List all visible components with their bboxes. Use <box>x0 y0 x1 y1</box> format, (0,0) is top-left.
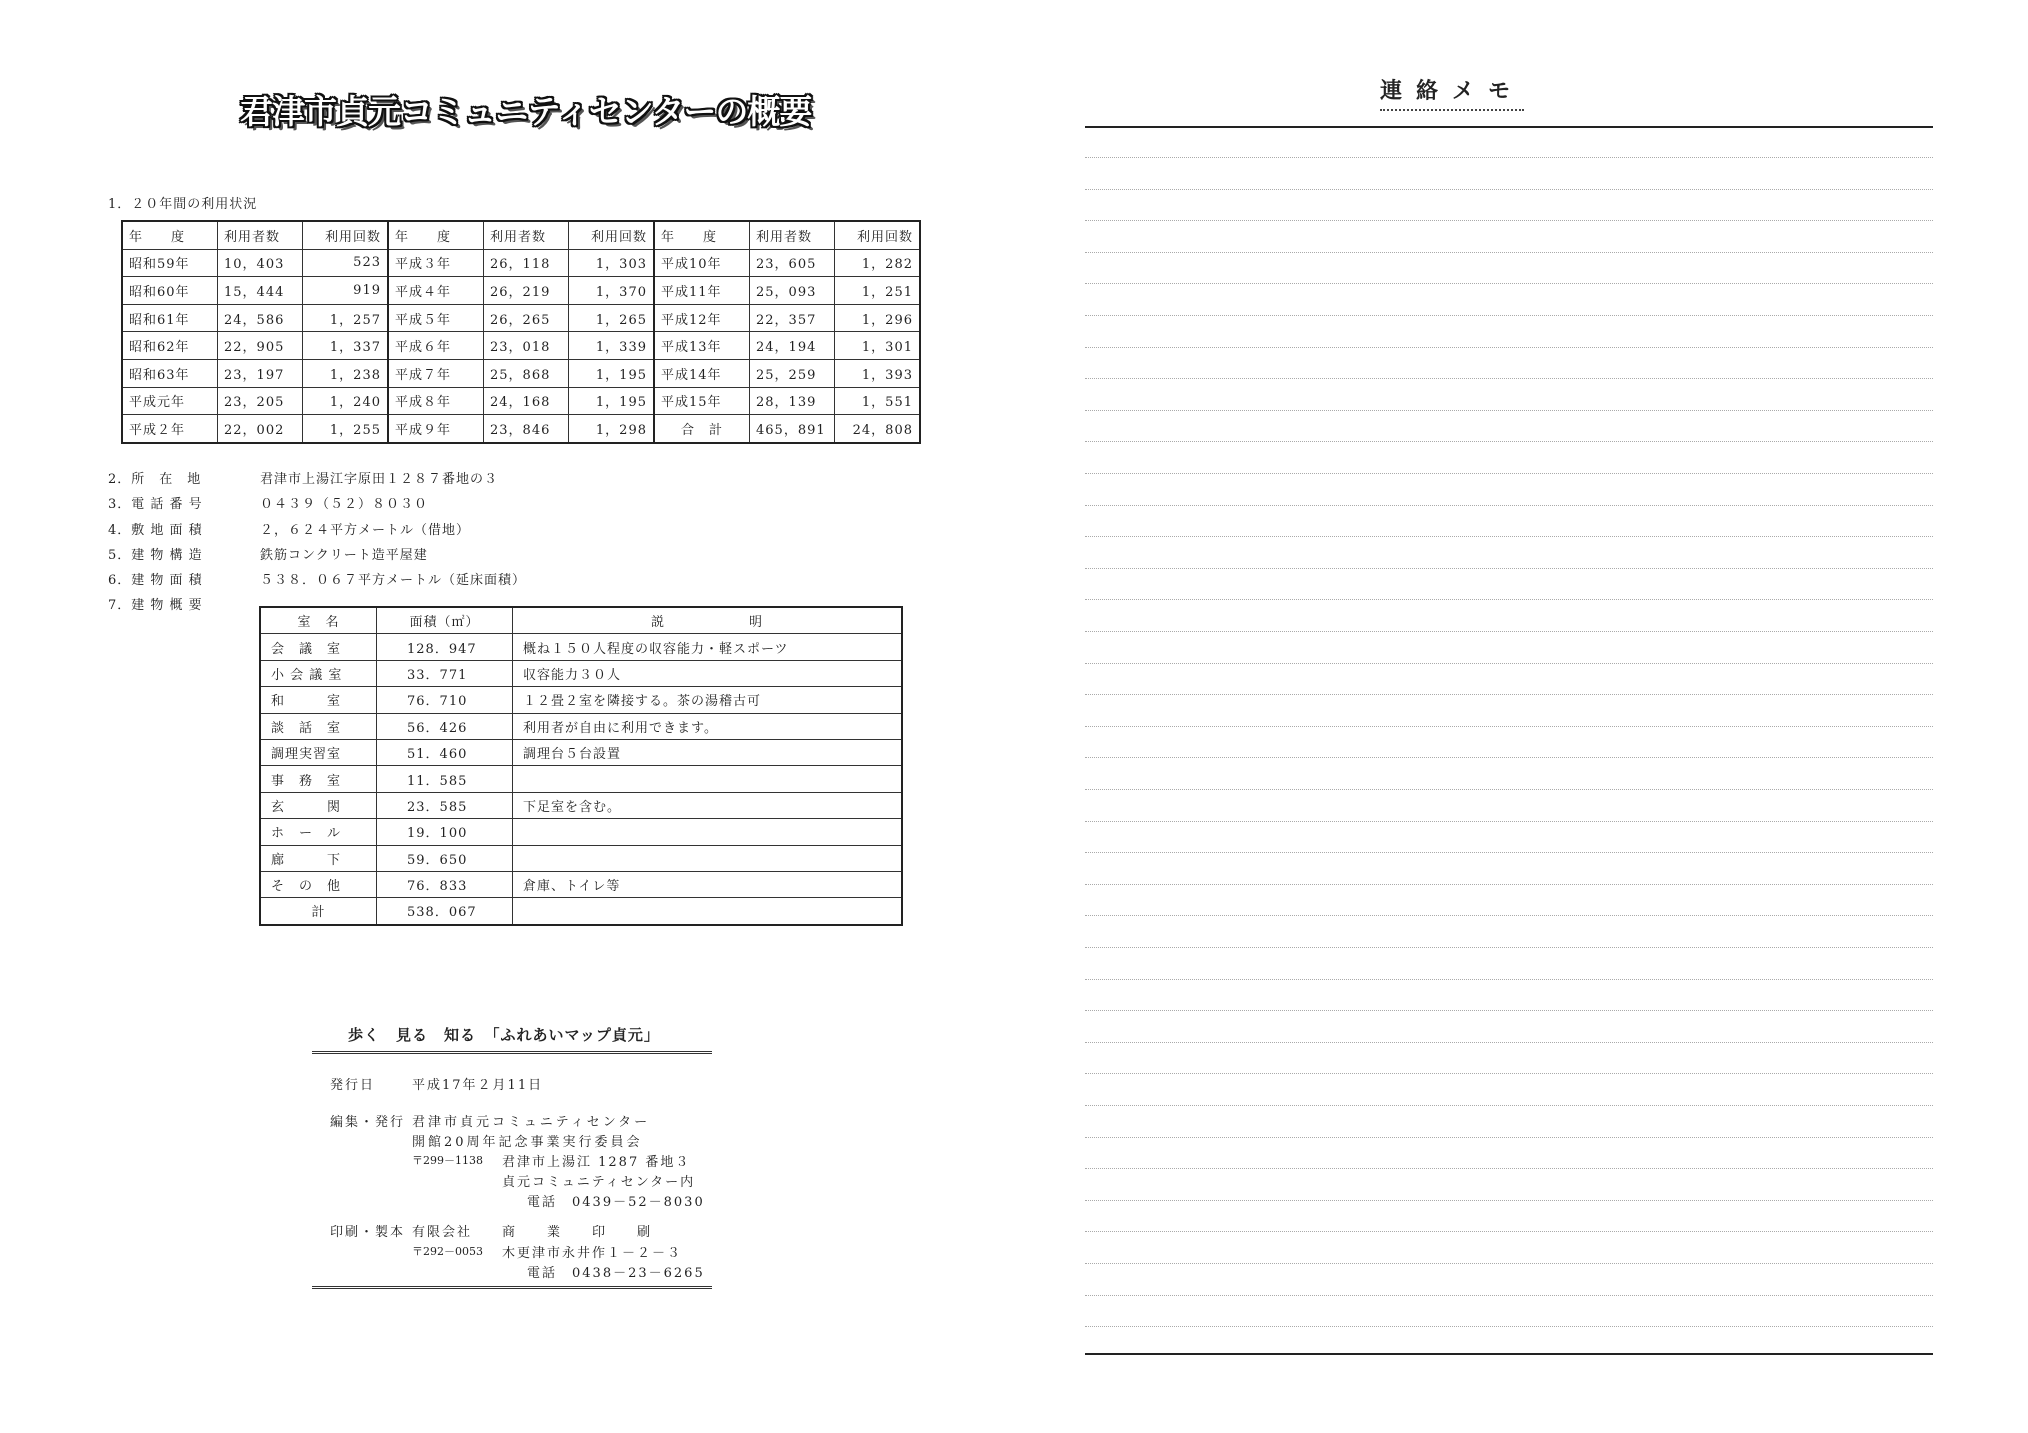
editor-committee: 開館20周年記念事業実行委員会 <box>412 1135 643 1150</box>
memo-rule-line <box>1085 1326 1933 1327</box>
header-year: 年 度 <box>654 221 750 249</box>
memo-rule-line <box>1085 568 1933 569</box>
room-area-cell: 128．947 <box>377 634 513 660</box>
memo-rule-line <box>1085 821 1933 822</box>
uses-cell: 1，551 <box>835 387 921 415</box>
editor-name: 君津市貞元コミュニティセンター <box>412 1115 651 1130</box>
year-cell: 平成９年 <box>388 415 484 443</box>
header-room-name: 室 名 <box>260 607 377 634</box>
uses-cell: 523 <box>303 249 389 277</box>
uses-cell: 24，808 <box>835 415 921 443</box>
memo-rule-line <box>1085 378 1933 379</box>
publication-info <box>312 1024 712 1281</box>
header-description: 説 明 <box>513 607 903 634</box>
header-year: 年 度 <box>388 221 484 249</box>
usage-header-row <box>122 221 920 249</box>
users-cell: 26，219 <box>484 277 569 305</box>
memo-title: 連絡メモ <box>1380 74 1524 111</box>
uses-cell: 1，257 <box>303 304 389 332</box>
room-name-cell: 計 <box>260 898 377 925</box>
uses-cell: 1，296 <box>835 304 921 332</box>
printer-phone: 電話 0438－23－6265 <box>527 1266 705 1281</box>
room-description-cell: 収容能力３０人 <box>513 660 903 686</box>
memo-bottom-rule <box>1085 1353 1933 1355</box>
memo-rule-line <box>1085 410 1933 411</box>
year-cell: 平成元年 <box>122 387 218 415</box>
rooms-header-row <box>260 607 902 634</box>
memo-rule-line <box>1085 189 1933 190</box>
year-cell: 昭和62年 <box>122 332 218 360</box>
page-title: 君津市貞元コミュニティセンターの概要 <box>240 92 812 131</box>
room-row <box>260 898 902 925</box>
users-cell: 26，265 <box>484 304 569 332</box>
users-cell: 24，586 <box>218 304 303 332</box>
room-area-cell: 538．067 <box>377 898 513 925</box>
year-cell: 平成２年 <box>122 415 218 443</box>
room-row <box>260 634 902 660</box>
room-name-cell: 廊 下 <box>260 845 377 871</box>
room-row <box>260 687 902 713</box>
users-cell: 24，168 <box>484 387 569 415</box>
year-cell: 平成６年 <box>388 332 484 360</box>
info-value: 鉄筋コンクリート造平屋建 <box>260 547 428 563</box>
room-area-cell: 56．426 <box>377 713 513 739</box>
room-area-cell: 19．100 <box>377 819 513 845</box>
info-label: 3．電 話 番 号 <box>108 497 203 513</box>
year-cell: 平成５年 <box>388 304 484 332</box>
printer-name: 有限会社 商 業 印 刷 <box>412 1225 653 1240</box>
uses-cell: 1，337 <box>303 332 389 360</box>
uses-cell: 1，255 <box>303 415 389 443</box>
year-cell: 平成10年 <box>654 249 750 277</box>
room-description-cell: 利用者が自由に利用できます。 <box>513 713 903 739</box>
room-row <box>260 713 902 739</box>
year-cell: 平成14年 <box>654 359 750 387</box>
memo-rule-line <box>1085 315 1933 316</box>
users-cell: 23，846 <box>484 415 569 443</box>
memo-rule-line <box>1085 979 1933 980</box>
uses-cell: 1，301 <box>835 332 921 360</box>
room-name-cell: 調理実習室 <box>260 739 377 765</box>
room-description-cell: 概ね１５０人程度の収容能力・軽スポーツ <box>513 634 903 660</box>
memo-rule-line <box>1085 726 1933 727</box>
memo-rule-line <box>1085 1105 1933 1106</box>
room-area-cell: 76．710 <box>377 687 513 713</box>
room-description-cell: 倉庫、トイレ等 <box>513 871 903 897</box>
uses-cell: 1，298 <box>569 415 655 443</box>
info-row <box>108 569 526 594</box>
year-cell: 平成８年 <box>388 387 484 415</box>
uses-cell: 1，238 <box>303 359 389 387</box>
usage-row <box>122 332 920 360</box>
room-area-cell: 59．650 <box>377 845 513 871</box>
room-name-cell: 会 議 室 <box>260 634 377 660</box>
users-cell: 23，018 <box>484 332 569 360</box>
users-cell: 25，093 <box>750 277 835 305</box>
memo-rule-line <box>1085 536 1933 537</box>
memo-rule-line <box>1085 947 1933 948</box>
users-cell: 23，605 <box>750 249 835 277</box>
memo-rule-line <box>1085 441 1933 442</box>
printer-zip: 〒292－0053 <box>412 1245 483 1258</box>
room-name-cell: ホ ー ル <box>260 819 377 845</box>
usage-row <box>122 277 920 305</box>
room-name-cell: 玄 関 <box>260 792 377 818</box>
memo-rule-line <box>1085 252 1933 253</box>
issue-label: 発行日 <box>330 1078 376 1093</box>
room-area-cell: 76．833 <box>377 871 513 897</box>
year-cell: 平成３年 <box>388 249 484 277</box>
room-area-cell: 23．585 <box>377 792 513 818</box>
usage-section-heading: 1．２０年間の利用状況 <box>108 197 258 212</box>
usage-table <box>121 220 921 444</box>
memo-rule-line <box>1085 1231 1933 1232</box>
header-users: 利用者数 <box>750 221 835 249</box>
uses-cell: 1，282 <box>835 249 921 277</box>
info-label: 6．建 物 面 積 <box>108 573 203 589</box>
users-cell: 28，139 <box>750 387 835 415</box>
memo-rule-line <box>1085 884 1933 885</box>
room-area-cell: 11．585 <box>377 766 513 792</box>
memo-rule-line <box>1085 347 1933 348</box>
header-uses: 利用回数 <box>569 221 655 249</box>
publication-heading: 歩く 見る 知る 「ふれあいマップ貞元」 <box>312 1024 712 1054</box>
year-cell: 合 計 <box>654 415 750 443</box>
room-row <box>260 819 902 845</box>
year-cell: 平成４年 <box>388 277 484 305</box>
header-users: 利用者数 <box>218 221 303 249</box>
memo-rule-line <box>1085 473 1933 474</box>
room-row <box>260 792 902 818</box>
room-description-cell: 調理台５台設置 <box>513 739 903 765</box>
memo-rule-line <box>1085 1042 1933 1043</box>
usage-row <box>122 304 920 332</box>
users-cell: 465，891 <box>750 415 835 443</box>
year-cell: 昭和61年 <box>122 304 218 332</box>
memo-rule-line <box>1085 1295 1933 1296</box>
memo-rule-line <box>1085 631 1933 632</box>
memo-rule-line <box>1085 852 1933 853</box>
users-cell: 23，197 <box>218 359 303 387</box>
room-name-cell: 事 務 室 <box>260 766 377 792</box>
users-cell: 22，002 <box>218 415 303 443</box>
editor-label: 編集・発行 <box>330 1115 406 1130</box>
memo-rule-line <box>1085 757 1933 758</box>
editor-address-2: 貞元コミュニティセンター内 <box>502 1175 696 1190</box>
info-row <box>108 544 526 569</box>
info-value: 君津市上湯江字原田１２８７番地の３ <box>260 472 499 487</box>
printer-label: 印刷・製本 <box>330 1225 406 1240</box>
info-label: 7．建 物 概 要 <box>108 598 203 614</box>
memo-rule-line <box>1085 505 1933 506</box>
room-description-cell <box>513 766 903 792</box>
usage-row <box>122 415 920 443</box>
header-area: 面積（㎡） <box>377 607 513 634</box>
printer-address: 木更津市永井作１－２－３ <box>502 1246 683 1261</box>
memo-rule-line <box>1085 599 1933 600</box>
memo-page <box>1030 0 2028 1433</box>
year-cell: 平成13年 <box>654 332 750 360</box>
uses-cell: 1，370 <box>569 277 655 305</box>
overview-page <box>0 0 1000 1433</box>
memo-rule-line <box>1085 283 1933 284</box>
room-area-cell: 51．460 <box>377 739 513 765</box>
users-cell: 10，403 <box>218 249 303 277</box>
users-cell: 15，444 <box>218 277 303 305</box>
info-row <box>108 493 526 518</box>
room-row <box>260 871 902 897</box>
uses-cell: 919 <box>303 277 389 305</box>
memo-rule-line <box>1085 1073 1933 1074</box>
memo-rule-line <box>1085 220 1933 221</box>
uses-cell: 1，265 <box>569 304 655 332</box>
year-cell: 平成７年 <box>388 359 484 387</box>
room-row <box>260 845 902 871</box>
room-name-cell: そ の 他 <box>260 871 377 897</box>
header-users: 利用者数 <box>484 221 569 249</box>
usage-row <box>122 387 920 415</box>
info-row <box>108 519 526 544</box>
year-cell: 平成12年 <box>654 304 750 332</box>
editor-zip: 〒299－1138 <box>412 1154 483 1167</box>
info-row <box>108 468 526 493</box>
header-year: 年 度 <box>122 221 218 249</box>
room-description-cell: 下足室を含む。 <box>513 792 903 818</box>
memo-rule-line <box>1085 915 1933 916</box>
users-cell: 22，357 <box>750 304 835 332</box>
memo-rule-line <box>1085 1010 1933 1011</box>
header-uses: 利用回数 <box>835 221 921 249</box>
uses-cell: 1，251 <box>835 277 921 305</box>
year-cell: 昭和59年 <box>122 249 218 277</box>
memo-rule-line <box>1085 1200 1933 1201</box>
memo-rule-line <box>1085 789 1933 790</box>
memo-rule-line <box>1085 694 1933 695</box>
room-row <box>260 660 902 686</box>
users-cell: 25，868 <box>484 359 569 387</box>
memo-top-rule <box>1085 126 1933 128</box>
users-cell: 24，194 <box>750 332 835 360</box>
room-description-cell: １２畳２室を隣接する。茶の湯稽古可 <box>513 687 903 713</box>
uses-cell: 1，240 <box>303 387 389 415</box>
users-cell: 23，205 <box>218 387 303 415</box>
year-cell: 昭和63年 <box>122 359 218 387</box>
room-name-cell: 和 室 <box>260 687 377 713</box>
usage-row <box>122 359 920 387</box>
uses-cell: 1，195 <box>569 387 655 415</box>
room-description-cell <box>513 819 903 845</box>
memo-rule-line <box>1085 1168 1933 1169</box>
facility-info-list <box>108 468 526 620</box>
room-area-cell: 33．771 <box>377 660 513 686</box>
uses-cell: 1，195 <box>569 359 655 387</box>
memo-rule-line <box>1085 663 1933 664</box>
header-uses: 利用回数 <box>303 221 389 249</box>
publication-bottom-rule <box>312 1286 712 1289</box>
info-label: 2．所 在 地 <box>108 472 202 487</box>
uses-cell: 1，303 <box>569 249 655 277</box>
users-cell: 22，905 <box>218 332 303 360</box>
room-name-cell: 談 話 室 <box>260 713 377 739</box>
info-value: ５３８．０６７平方メートル（延床面積） <box>260 573 527 589</box>
info-label: 4．敷 地 面 積 <box>108 522 203 538</box>
year-cell: 平成11年 <box>654 277 750 305</box>
info-value: ０４３９（５２）８０３０ <box>260 497 429 513</box>
year-cell: 昭和60年 <box>122 277 218 305</box>
room-name-cell: 小 会 議 室 <box>260 660 377 686</box>
room-row <box>260 739 902 765</box>
rooms-table <box>259 606 903 926</box>
users-cell: 25，259 <box>750 359 835 387</box>
info-label: 5．建 物 構 造 <box>108 547 203 563</box>
usage-row <box>122 249 920 277</box>
uses-cell: 1，393 <box>835 359 921 387</box>
room-description-cell <box>513 898 903 925</box>
editor-address: 君津市上湯江 1287 番地３ <box>502 1155 691 1170</box>
memo-rule-line <box>1085 1137 1933 1138</box>
uses-cell: 1，339 <box>569 332 655 360</box>
editor-phone: 電話 0439－52－8030 <box>527 1195 705 1210</box>
users-cell: 26，118 <box>484 249 569 277</box>
room-row <box>260 766 902 792</box>
issue-date: 平成17年２月11日 <box>412 1078 544 1093</box>
memo-rule-line <box>1085 1263 1933 1264</box>
memo-rule-line <box>1085 157 1933 158</box>
year-cell: 平成15年 <box>654 387 750 415</box>
info-value: ２，６２４平方メートル（借地） <box>260 522 471 538</box>
room-description-cell <box>513 845 903 871</box>
